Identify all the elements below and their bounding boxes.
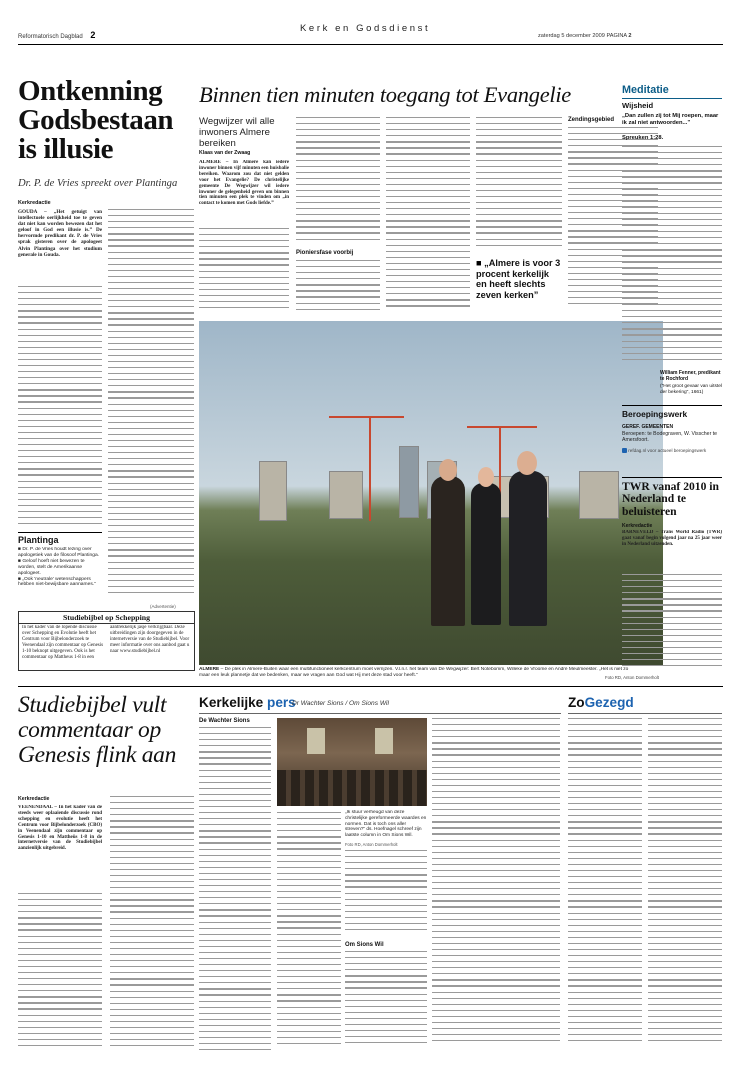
newspaper-name: Reformatorisch Dagblad [18,34,83,40]
building [259,461,287,521]
main-photo [199,321,663,665]
photo-credit: Foto RD, Anton Dommerholt [605,675,659,680]
meditatie-title: Meditatie [622,84,669,96]
list-item: ■ Dr. P. de Vries houdt lezing over apologetiek van de filosoof Plantinga. [18,547,100,558]
left-headline: Ontkenning Godsbestaan is illusie [18,75,174,165]
twr-lead: BARNEVELD – Trans World Radio (TWR) gaat vanaf begin volgend jaar na 25 jaar weer in Nederland uitzenden. [622,530,722,547]
left-body-col1 [18,286,102,526]
window [307,728,325,754]
beroeping-rule [622,405,722,406]
masthead-left [18,30,95,40]
section-title: Kerk en Godsdienst [300,23,431,34]
kerkelijke-pers-rule [199,713,561,714]
plantinga-box-list [18,547,102,599]
list-item: ■ Geloof hoeft niet bewezen te worden, stelt de Amerikaanse apologeet. [18,558,85,576]
studiebijbel-ad-box [18,611,195,671]
zogezegd-rule [568,713,722,714]
kp-body-col3b [345,951,427,1051]
person-mid-face [478,467,494,487]
plantinga-box-title: Plantinga [18,535,59,545]
twr-byline: Kerkredactie [622,523,653,529]
kerkelijke-pers-subtitle: Dr Wachter Sions / Om Sions Wil [292,700,389,707]
person-mid [471,483,501,625]
zogezegd-title: ZoGezegd [568,695,634,710]
kerkelijke-pers-title: Kerkelijke pers [199,695,296,710]
main-headline: Binnen tien minuten toegang tot Evangelie [199,82,571,107]
kp-body-col3 [345,850,427,938]
main-body-col3 [386,117,470,315]
beroeping-text: Beroepen: te Bodegraven, W. Visscher te Amersfoort. [622,431,718,444]
meditatie-body [622,146,722,366]
list-item: ■ „Ook 'neutrale' wetenschappers hebben niet-bewijsbare aannames.” [18,576,96,588]
main-body-col4 [476,117,562,252]
beroeping-tag: refdag.nl voor actueel beroepingswerk [622,448,722,454]
main-body-col2 [296,117,380,245]
studiebijbel-byline: Kerkredactie [18,796,50,802]
left-byline: Kerkredactie [18,200,51,206]
page-date: zaterdag 5 december 2009 PAGINA 2 [538,33,632,39]
twr-rule [622,477,722,478]
main-lead: ALMERE – In Almere kan iedere inwoner binnen vijf minuten een huisbalie bereiken. Waarom zou dat niet gelden voor het Evangelie? De christelijke gemeente De Wegwijzer wil iedere inwoner de gelegenheid geven om binnen tien minuten een plek te vinden om „in contact te komen met Gods liefde.” [199,160,289,207]
ad-box-title: Studiebijbel op Schepping [19,612,194,624]
meditatie-ref: Spreuken 1:28. [622,135,664,141]
building [329,471,363,519]
pull-quote: ■ „Almere is voor 3 procent kerkelijk en heeft slechts zeven kerken” [476,258,561,300]
audience [277,770,427,806]
kp-body-col1 [199,727,271,1051]
person-left [431,476,465,626]
kp-body-col4 [432,718,560,1051]
left-body-col2 [108,209,194,599]
person-left-face [439,459,457,481]
meditatie-quote: „Dan zullen zij tot Mij roepen, maar ik zal niet antwoorden...” [622,113,719,126]
zogezegd-body-col2 [648,718,722,1051]
main-subhead-zendingsgebied: Zendingsgebied [568,117,615,123]
header-rule [18,44,723,45]
main-body-col2b [296,260,380,315]
beroeping-church: GEREF. GEMEENTEN [622,424,674,430]
ad-col1: In het kader van de lopende discussie over Schepping en Evolutie heeft het Centrum voor Bijbelonderzoek te Veenendaal zijn commentaar op Genesis 1-10 beknopt uitgegeven. Ook is het commentaar op Mattheus 1-8 in een [22,625,104,660]
ad-col2: aantrekkelijk jasje verkrijgbaar. Deze uitbreidingen zijn doorgegeven in de internetversie van de Studiebijbel. Voor meer informatie over ons aanbod gaat u naar www.studiebijbel.nl [110,625,190,654]
person-right-face [517,451,537,475]
studiebijbel-lead: VEENENDAAL – In het kader van de steeds weer oplaaiende discussie rond schepping en evolutie heeft het Centrum voor Bijbelonderzoek (CBO) in Veenendaal zijn commentaar op Genesis 1-10 en Mattheüs 1-8 in de internetversie van de Studiebijbel aanzienlijk uitgebreid. [18,805,102,852]
meditatie-author: William Fenner, predikant te Rochford [660,370,721,382]
left-subhead: Dr. P. de Vries spreekt over Plantinga [18,178,178,189]
plantinga-box-rule [18,532,102,533]
advertisement-label: (Advertentie) [150,604,176,609]
building [579,471,619,519]
source-om-sions-wil: Om Sions Wil [345,942,384,948]
studiebijbel-body-col2 [110,796,194,1051]
source-de-wachter-sions: De Wachter Sions [199,718,250,724]
zogezegd-body-col1 [568,718,642,1051]
meditatie-subtitle: Wijsheid [622,101,654,110]
twr-body [622,574,722,674]
left-lead: GOUDA – „Het getuigt van intellectuele oerlijkheid toe te geven dat niet kan worden bewezen dat het geloof in God een illusie is.” De hervormde predikant dr. P. de Vries sprak gisteren over de apologeet Alvin Plantinga over het studium generale in Gouda. [18,209,102,258]
crane [467,426,537,428]
studiebijbel-headline: Studiebijbel vult commentaar op Genesis flink aan [18,692,177,768]
kp-photo-caption: „Ik stuur verheugd van deze christelijke gereformeerde waardes en normen. Dat is toch ons aller streven?” ds. Hoefnagel schreef zijn laatste column in Om Sions Wil. [345,810,427,839]
bottom-section-rule [18,686,723,687]
window [375,728,393,754]
meditatie-source: ("Het groot gevaar van uitstel der bekering", 1661) [660,384,722,395]
main-body-col1 [199,228,289,314]
studiebijbel-body-col1 [18,893,102,1051]
main-byline: Klaas van der Zwaag [199,150,251,156]
main-intro-title: Wegwijzer wil alle inwoners Almere bereiken [199,116,275,149]
twr-headline: TWR vanaf 2010 in Nederland te beluisteren [622,480,719,518]
kp-body-col2 [277,812,341,1051]
refdag-icon [622,448,627,453]
beroeping-title: Beroepingswerk [622,409,688,419]
kp-photo [277,718,427,806]
person-right [509,471,547,626]
photo-caption: ALMERE – De plek in Almere-Buiten waar een multifunctioneel kerkcentrum moet verrijzen. V.l.n.r. het team van De Wegwijzer: Bert Notebomm, Willeke de Vroome en André Meulmeester. „Het is niet zo maar een leuk plannetje dat we bedenken, maar we vragen aan God wat Hij met deze stad voor heeft.” [199,667,629,678]
main-subhead-pioniersfase: Pioniersfase voorbij [296,250,354,256]
building [399,446,419,518]
page-number: 2 [90,30,96,40]
crane [329,416,404,418]
kp-photo-credit: Foto RD, Anton Dommerholt [345,842,398,847]
meditatie-rule [622,98,722,99]
crane [369,416,371,521]
